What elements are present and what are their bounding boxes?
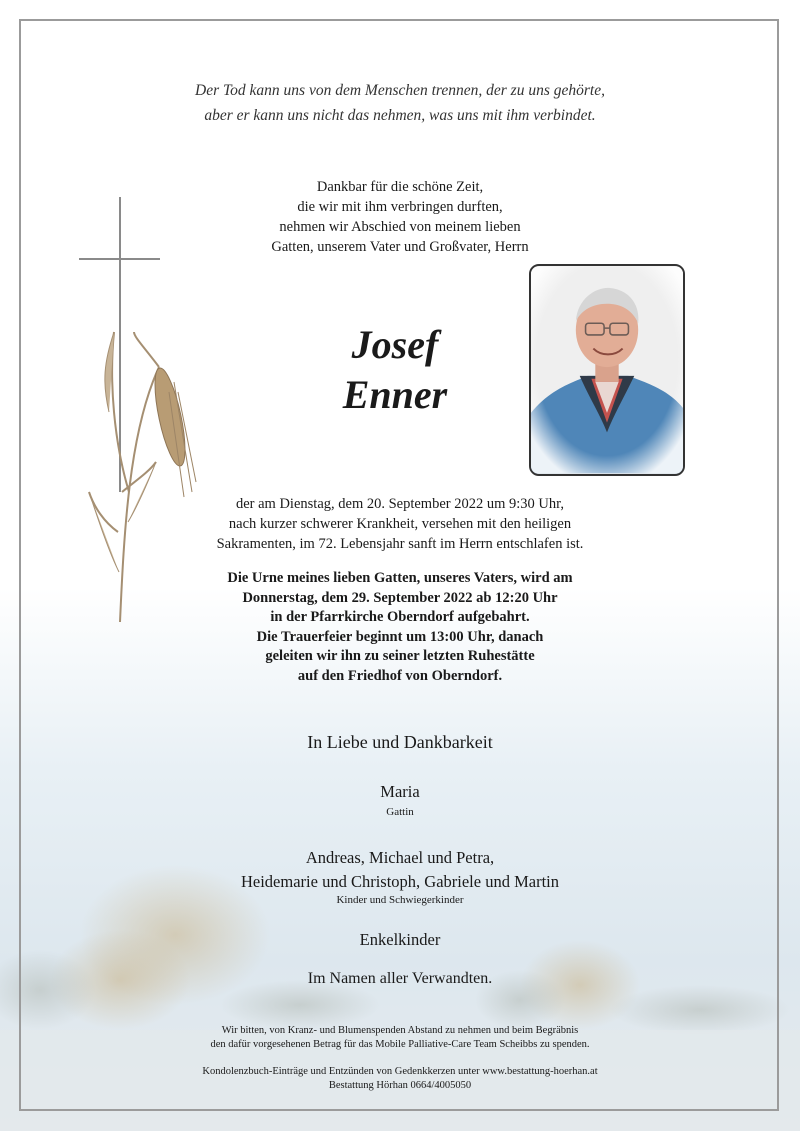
portrait-image bbox=[531, 266, 683, 474]
intro-line: Dankbar für die schöne Zeit, bbox=[316, 179, 484, 195]
intro-line: die wir mit ihm verbringen durften, bbox=[297, 199, 503, 215]
children-names-line-2: Heidemarie und Christoph, Gabriele und Martin bbox=[240, 872, 559, 891]
death-line: der am Dienstag, dem 20. September 2022 um 9:30 Uhr, bbox=[235, 496, 565, 512]
death-line: nach kurzer schwerer Krankheit, versehen mit den heiligen bbox=[228, 516, 572, 532]
grandchildren: Enkelkinder bbox=[359, 930, 441, 949]
funeral-line: geleiten wir ihn zu seiner letzten Ruhestätte bbox=[265, 648, 535, 664]
condolence-line: Kondolenzbuch-Einträge und Entzünden von Gedenkkerzen unter www.bestattung-hoerhan.at bbox=[202, 1066, 598, 1077]
funeral-line: in der Pfarrkirche Oberndorf aufgebahrt. bbox=[270, 609, 530, 625]
deceased-name bbox=[300, 320, 490, 420]
children-block bbox=[0, 846, 800, 894]
funeral-info bbox=[0, 569, 800, 686]
opening-quote bbox=[0, 78, 800, 128]
closing-phrase: In Liebe und Dankbarkeit bbox=[307, 732, 493, 752]
last-name: Enner bbox=[342, 372, 448, 417]
funeral-line: Die Urne meines lieben Gatten, unseres Vaters, wird am bbox=[227, 570, 573, 586]
relatives-line: Im Namen aller Verwandten. bbox=[307, 970, 493, 987]
condolence-note bbox=[0, 1065, 800, 1093]
donation-note bbox=[0, 1024, 800, 1052]
children-relation: Kinder und Schwiegerkinder bbox=[336, 894, 464, 906]
funeral-line: Donnerstag, dem 29. September 2022 ab 12:20 Uhr bbox=[242, 589, 558, 606]
intro-line: Gatten, unserem Vater und Großvater, Herrn bbox=[271, 239, 529, 255]
spouse-block bbox=[0, 782, 800, 818]
funeral-line: auf den Friedhof von Oberndorf. bbox=[297, 667, 503, 684]
cross-and-wheat-decoration bbox=[74, 192, 204, 632]
portrait-photo bbox=[529, 264, 685, 476]
funeral-home-contact: Bestattung Hörhan 0664/4005050 bbox=[328, 1080, 472, 1091]
death-line: Sakramenten, im 72. Lebensjahr sanft im Herrn entschlafen ist. bbox=[216, 536, 584, 552]
spouse-relation: Gattin bbox=[386, 806, 414, 818]
intro-text bbox=[0, 177, 800, 257]
funeral-line: Die Trauerfeier beginnt um 13:00 Uhr, danach bbox=[256, 628, 544, 645]
children-names-line-1: Andreas, Michael und Petra, bbox=[305, 848, 495, 867]
spouse-name: Maria bbox=[380, 782, 420, 801]
death-notice bbox=[0, 494, 800, 554]
quote-line-2: aber er kann uns nicht das nehmen, was uns mit ihm verbindet. bbox=[204, 107, 596, 124]
quote-line-1: Der Tod kann uns von dem Menschen trennen, der zu uns gehörte, bbox=[195, 82, 605, 99]
intro-line: nehmen wir Abschied von meinem lieben bbox=[279, 219, 521, 235]
first-name: Josef bbox=[351, 322, 439, 367]
donation-line-2: den dafür vorgesehenen Betrag für das Mobile Palliative-Care Team Scheibbs zu spenden. bbox=[210, 1039, 590, 1050]
donation-line-1: Wir bitten, von Kranz- und Blumenspenden Abstand zu nehmen und beim Begräbnis bbox=[221, 1025, 579, 1036]
